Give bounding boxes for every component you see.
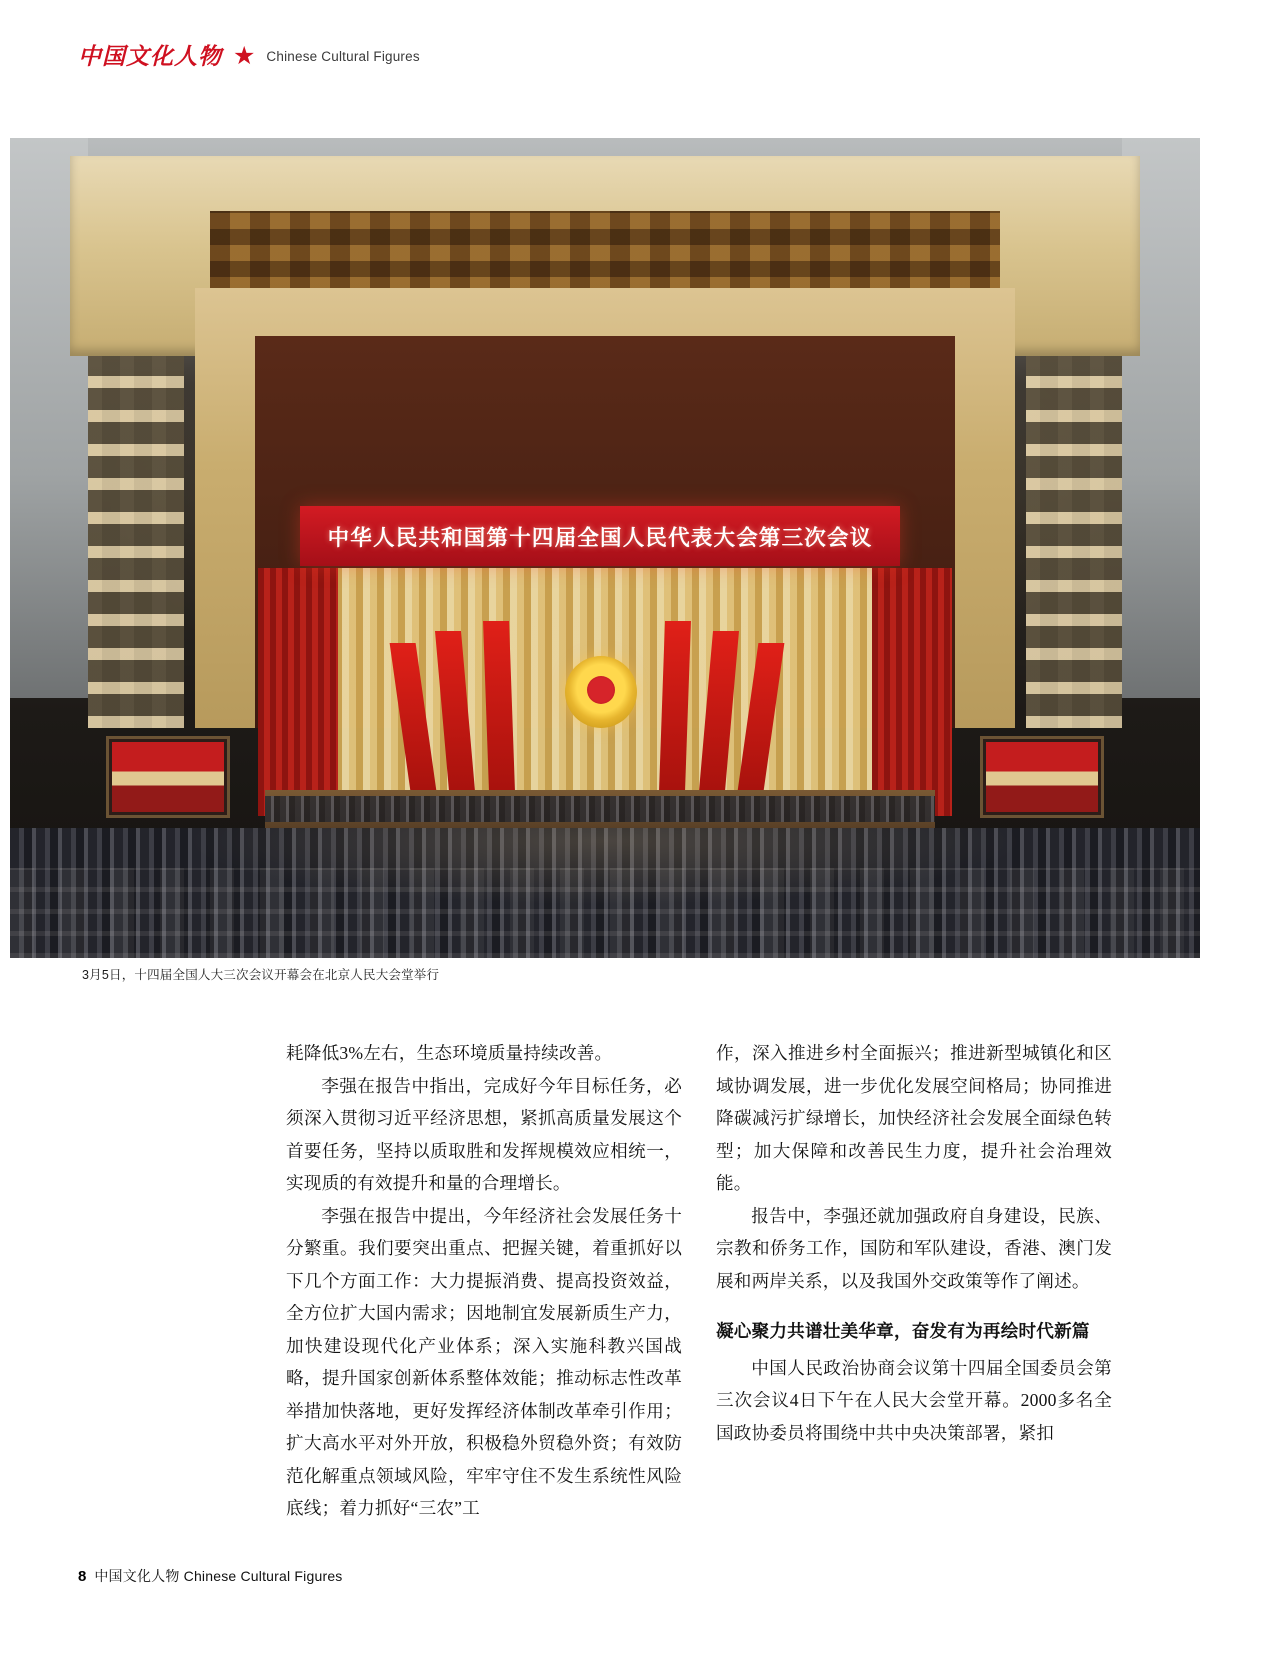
- led-screen-right: [980, 736, 1104, 818]
- wall-light-grid-left: [88, 348, 184, 728]
- red-flag: [483, 621, 515, 791]
- hero-photo: [10, 138, 1200, 958]
- paragraph: 作，深入推进乡村全面振兴；推进新型城镇化和区域协调发展，进一步优化发展空间格局；协同推进降碳减污扩绿增长，加快经济社会发展全面绿色转型；加大保障和改善民生力度，提升社会治理效能。: [716, 1043, 1112, 1193]
- led-screen-content: [986, 742, 1098, 812]
- red-flag: [659, 621, 691, 791]
- national-emblem-icon: [565, 656, 637, 728]
- footer-publication-name: 中国文化人物 Chinese Cultural Figures: [94, 1568, 343, 1584]
- paragraph: 耗降低3%左右，生态环境质量持续改善。: [286, 1043, 613, 1063]
- paragraph: 报告中，李强还就加强政府自身建设，民族、宗教和侨务工作，国防和军队建设，香港、澳门发展和两岸关系，以及我国外交政策等作了阐述。: [716, 1205, 1112, 1291]
- photo-scene: [10, 138, 1200, 958]
- photo-caption: 3月5日，十四届全国人大三次会议开幕会在北京人民大会堂举行: [82, 968, 440, 982]
- logo: [78, 44, 420, 69]
- star-icon: ★: [233, 43, 256, 70]
- red-flag: [699, 631, 739, 791]
- masthead: [0, 0, 1270, 138]
- red-flag: [435, 631, 475, 791]
- stage-led-banner: [300, 506, 900, 566]
- led-screen-left: [106, 736, 230, 818]
- logo-english-title: Chinese Cultural Figures: [266, 49, 420, 64]
- logo-chinese-title: 中国文化人物: [78, 44, 222, 69]
- paragraph: 李强在报告中指出，完成好今年目标任务，必须深入贯彻习近平经济思想，紧抓高质量发展这个首要任务，坚持以质取胜和发挥规模效应相统一，实现质的有效提升和量的合理增长。: [286, 1075, 682, 1193]
- wall-light-grid-right: [1026, 348, 1122, 728]
- stage-banner-text: 中华人民共和国第十四届全国人民代表大会第三次会议: [327, 525, 873, 550]
- page-number: 8: [78, 1568, 87, 1585]
- column-left: [286, 1037, 682, 1525]
- paragraph: 中国人民政治协商会议第十四届全国委员会第三次会议4日下午在人民大会堂开幕。2000多名全国政协委员将围绕中共中央决策部署，紧扣: [716, 1357, 1112, 1443]
- red-drape-right: [872, 568, 952, 816]
- column-right: [716, 1037, 1112, 1525]
- led-screen-content: [112, 742, 224, 812]
- red-flag: [738, 643, 785, 791]
- section-subheading: 凝心聚力共谱壮美华章，奋发有为再绘时代新篇: [716, 1321, 1090, 1341]
- audience-seating: [10, 828, 1200, 958]
- red-flag: [390, 643, 437, 791]
- red-drape-left: [258, 568, 338, 816]
- paragraph: 李强在报告中提出，今年经济社会发展任务十分繁重。我们要突出重点、把握关键，着重抓好以下几个方面工作：大力提振消费、提高投资效益，全方位扩大国内需求；因地制宜发展新质生产力，加快建设现代化产业体系；深入实施科教兴国战略，提升国家创新体系整体效能；推动标志性改革举措加快落地，更好发挥经济体制改革牵引作用；扩大高水平对外开放，积极稳外贸稳外资；有效防范化解重点领域风险，牢牢守住不发生系统性风险底线；着力抓好“三农”工: [286, 1205, 682, 1518]
- page-footer: [78, 1566, 343, 1586]
- rostrum-seated-delegates: [265, 796, 935, 822]
- article-body: [286, 1037, 1186, 1525]
